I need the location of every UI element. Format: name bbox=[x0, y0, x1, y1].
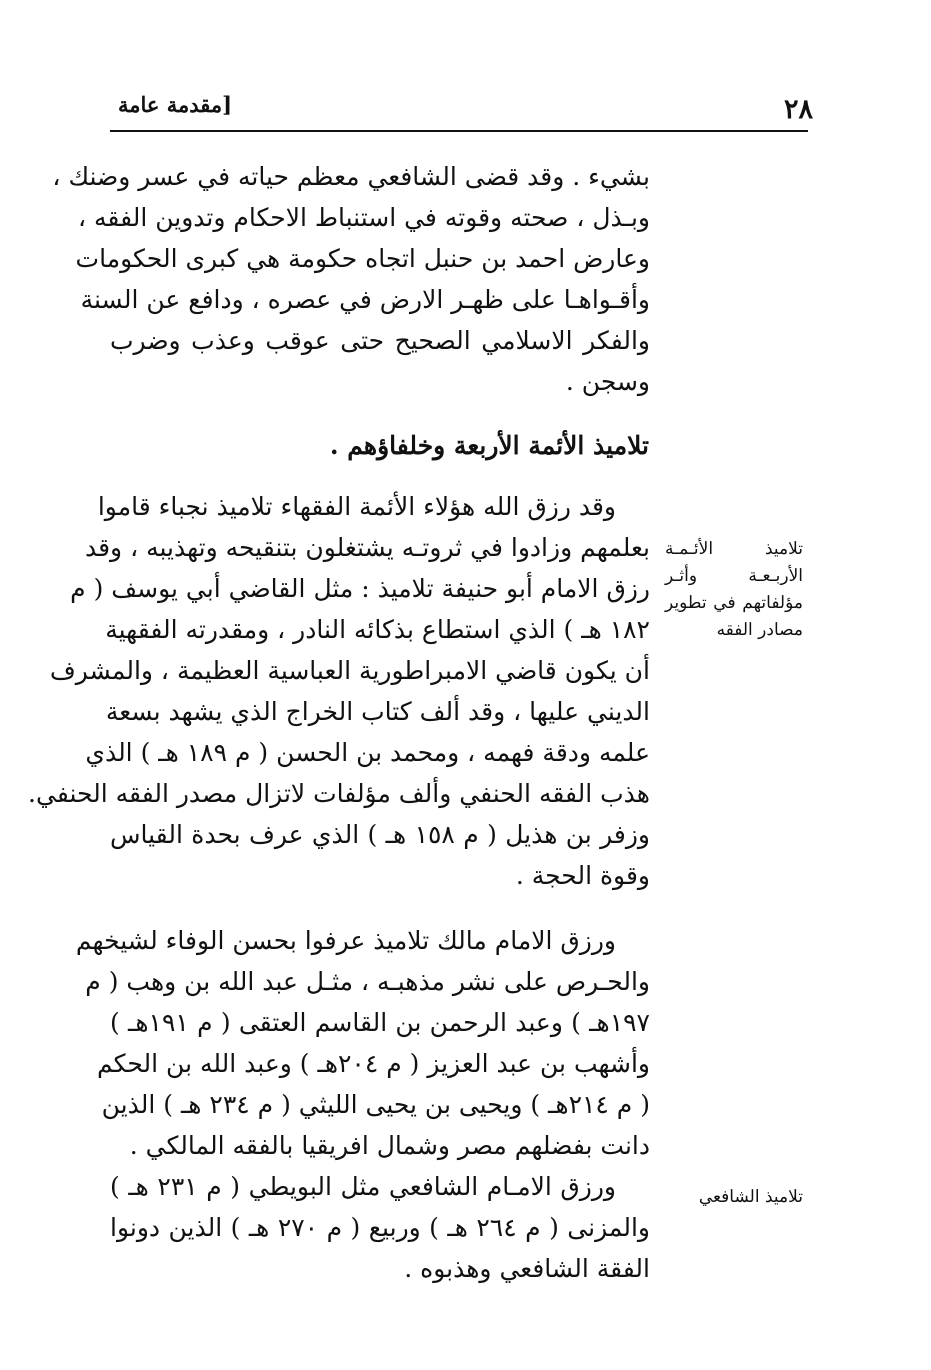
text-line: ورزق الامـام الشافعي مثل البويطي ( م ٢٣١ هـ ) bbox=[110, 1172, 617, 1201]
header-rule bbox=[110, 130, 808, 132]
text-line: وقوة الحجة . bbox=[515, 861, 650, 890]
paragraph-malik-students bbox=[75, 920, 650, 1166]
text-line: بعلمهم وزادوا في ثروتـه يشتغلون بتنقيحه وتهذيبه ، وقد bbox=[84, 533, 650, 562]
margin-note-line: الأربـعـة وأثـر bbox=[665, 566, 803, 586]
section-heading: تلاميذ الأئمة الأربعة وخلفاؤهم . bbox=[329, 431, 649, 460]
text-line: ١٨٢ هـ ) الذي استطاع بذكائه النادر ، ومقدرته الفقهية bbox=[105, 615, 650, 644]
page-number: ٢٨ bbox=[783, 94, 813, 125]
text-line: هذب الفقه الحنفي وألف مؤلفات لاتزال مصدر الفقه الحنفي. bbox=[28, 779, 650, 808]
paragraph-abu-hanifa-students bbox=[28, 486, 651, 896]
margin-note-line: مؤلفاتهم في تطوير bbox=[665, 593, 803, 613]
text-line: وقد رزق الله هؤلاء الأئمة الفقهاء تلاميذ نجباء قاموا bbox=[97, 492, 616, 521]
text-line: والحـرص على نشر مذهبـه ، مثـل عبد الله بن وهب ( م bbox=[85, 967, 650, 996]
text-line: ( م ٢١٤هـ ) ويحيى بن يحيى الليثي ( م ٢٣٤ هـ ) الذين bbox=[101, 1090, 650, 1119]
running-head: [مقدمة عامة bbox=[118, 92, 233, 117]
text-line: والمزنى ( م ٢٦٤ هـ ) وربيع ( م ٢٧٠ هـ ) الذين دونوا bbox=[110, 1213, 650, 1242]
paragraph-shafii-students bbox=[110, 1166, 650, 1289]
text-line: وبـذل ، صحته وقوته في استنباط الاحكام وتدوين الفقه ، bbox=[78, 203, 650, 232]
text-line: الديني عليها ، وقد ألف كتاب الخراج الذي يشهد بسعة bbox=[105, 697, 650, 726]
text-line: ١٩٧هـ ) وعبد الرحمن بن القاسم العتقى ( م ١٩١هـ ) bbox=[110, 1008, 650, 1037]
text-line: أن يكون قاضي الامبراطورية العباسية العظيمة ، والمشرف bbox=[49, 656, 650, 685]
text-line: بشيء . وقد قضى الشافعي معظم حياته في عسر وضنك ، bbox=[52, 162, 650, 191]
margin-note-shafii-students bbox=[665, 1184, 803, 1211]
text-line: وسجن . bbox=[565, 367, 650, 396]
text-line: دانت بفضلهم مصر وشمال افريقيا بالفقه المالكي . bbox=[129, 1131, 650, 1160]
text-line: علمه ودقة فهمه ، ومحمد بن الحسن ( م ١٨٩ هـ ) الذي bbox=[85, 738, 650, 767]
text-line: الفقة الشافعي وهذبوه . bbox=[404, 1254, 650, 1283]
paragraph-shafii-life bbox=[52, 156, 650, 402]
margin-note-students bbox=[665, 536, 803, 644]
text-line: رزق الامام أبو حنيفة تلاميذ : مثل القاضي أبي يوسف ( م bbox=[70, 574, 650, 603]
margin-note-line: تلاميذ الأئـمـة bbox=[665, 539, 803, 559]
text-line: ورزق الامام مالك تلاميذ عرفوا بحسن الوفاء لشيخهم bbox=[75, 926, 616, 955]
margin-note-line: تلاميذ الشافعي bbox=[698, 1187, 803, 1207]
text-line: وأقـواهـا على ظهـر الارض في عصره ، ودافع عن السنة bbox=[80, 285, 650, 314]
text-line: وأشهب بن عبد العزيز ( م ٢٠٤هـ ) وعبد الله بن الحكم bbox=[96, 1049, 650, 1078]
text-line: وعارض احمد بن حنبل اتجاه حكومة هي كبرى الحكومات bbox=[75, 244, 650, 273]
text-line: وزفر بن هذيل ( م ١٥٨ هـ ) الذي عرف بحدة القياس bbox=[110, 820, 651, 849]
text-line: والفكر الاسلامي الصحيح حتى عوقب وعذب وضرب bbox=[110, 326, 650, 355]
margin-note-line: مصادر الفقه bbox=[716, 620, 803, 640]
